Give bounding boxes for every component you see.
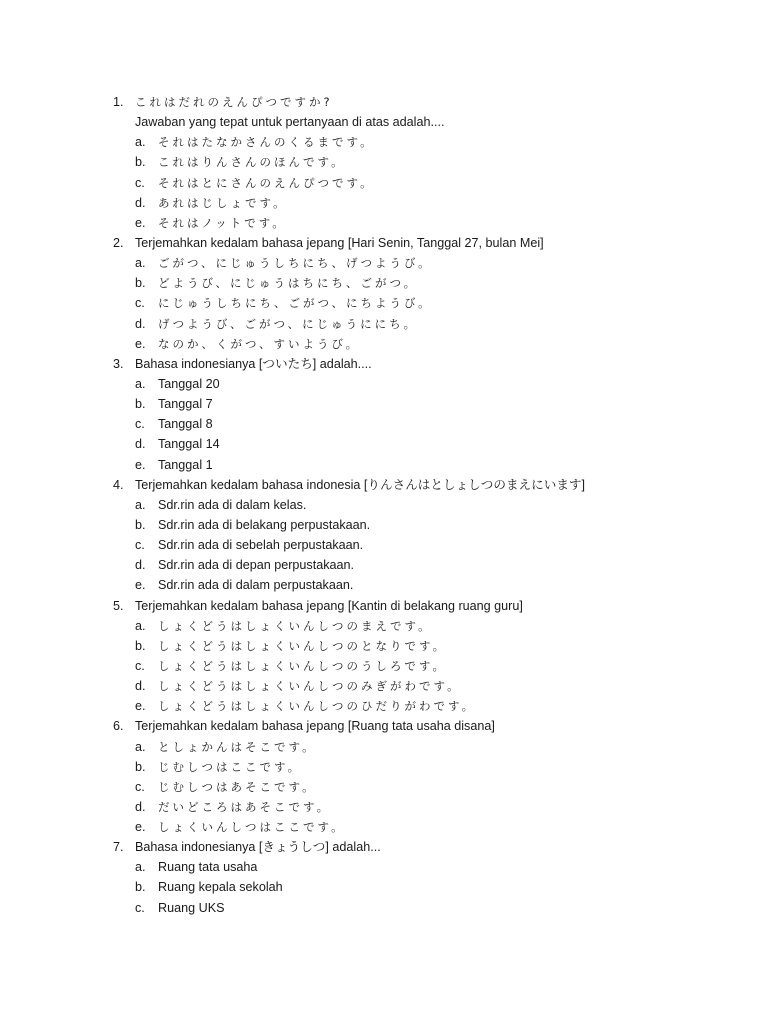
- option-4c: [113, 535, 733, 555]
- option-5b: [113, 636, 733, 656]
- option-text: Sdr.rin ada di sebelah perpustakaan.: [158, 538, 364, 553]
- option-letter: e.: [135, 336, 146, 351]
- option-text: としょかんはそこです。: [158, 739, 317, 754]
- option-letter: b.: [135, 638, 146, 653]
- option-letter: c.: [135, 417, 145, 432]
- option-letter: e.: [135, 215, 146, 230]
- option-2a: [113, 253, 733, 273]
- option-text: Tanggal 7: [158, 397, 213, 412]
- question-text: Terjemahkan kedalam bahasa jepang [Hari Senin, Tanggal 27, bulan Mei]: [135, 235, 544, 250]
- option-letter: a.: [135, 618, 146, 633]
- question-7: [113, 837, 733, 857]
- option-1a: [113, 132, 733, 152]
- option-3d: [113, 434, 733, 454]
- question-text: これはだれのえんぴつですか?: [135, 95, 333, 109]
- question-text: Bahasa indonesianya [ついたち] adalah....: [135, 356, 372, 371]
- option-text: ごがつ、にじゅうしちにち、げつようび。: [158, 256, 433, 271]
- option-6c: [113, 777, 733, 797]
- option-text: Ruang tata usaha: [158, 860, 258, 875]
- option-letter: b.: [135, 276, 146, 291]
- question-text: Terjemahkan kedalam bahasa jepang [Kantin di belakang ruang guru]: [135, 598, 523, 613]
- option-text: だいどころはあそこです。: [158, 799, 332, 814]
- option-text: Sdr.rin ada di dalam kelas.: [158, 497, 307, 512]
- option-5a: [113, 616, 733, 636]
- option-1e: [113, 213, 733, 233]
- option-text: にじゅうしちにち、ごがつ、にちようび。: [158, 296, 433, 311]
- question-4: [113, 475, 733, 495]
- option-6a: [113, 737, 733, 757]
- option-letter: e.: [135, 578, 146, 593]
- question-number: 2.: [113, 235, 124, 250]
- option-letter: e.: [135, 699, 146, 714]
- option-text: じむしつはここです。: [158, 759, 303, 774]
- option-letter: b.: [135, 880, 146, 895]
- option-text: Sdr.rin ada di depan perpustakaan.: [158, 558, 355, 573]
- option-letter: b.: [135, 759, 146, 774]
- option-4a: [113, 495, 733, 515]
- question-subtext: Jawaban yang tepat untuk pertanyaan di atas adalah....: [135, 115, 445, 130]
- option-text: それはたなかさんのくるまです。: [158, 135, 375, 150]
- option-text: しょくどうはしょくいんしつのみぎがわです。: [158, 679, 462, 694]
- question-1: [113, 92, 733, 112]
- option-7a: [113, 857, 733, 877]
- option-text: Tanggal 1: [158, 457, 213, 472]
- option-letter: c.: [135, 900, 145, 915]
- option-text: Ruang kepala sekolah: [158, 880, 283, 895]
- question-text: Terjemahkan kedalam bahasa indonesia [りんさんはとしょしつのまえにいます]: [135, 477, 586, 492]
- option-letter: d.: [135, 799, 146, 814]
- option-5e: [113, 696, 733, 716]
- option-text: Ruang UKS: [158, 900, 225, 915]
- option-letter: a.: [135, 376, 146, 391]
- option-text: それはとにさんのえんぴつです。: [158, 175, 375, 190]
- question-number: 5.: [113, 598, 124, 613]
- option-letter: e.: [135, 820, 146, 835]
- option-letter: c.: [135, 296, 145, 311]
- option-3a: [113, 374, 733, 394]
- option-6d: [113, 797, 733, 817]
- option-6e: [113, 817, 733, 837]
- option-letter: c.: [135, 538, 145, 553]
- option-1b: [113, 152, 733, 172]
- option-letter: b.: [135, 155, 146, 170]
- option-2e: [113, 334, 733, 354]
- option-3b: [113, 394, 733, 414]
- question-number: 1.: [113, 95, 124, 109]
- option-letter: a.: [135, 256, 146, 271]
- option-2c: [113, 293, 733, 313]
- option-6b: [113, 757, 733, 777]
- option-text: これはりんさんのほんです。: [158, 155, 346, 170]
- option-1c: [113, 173, 733, 193]
- option-letter: d.: [135, 679, 146, 694]
- option-letter: d.: [135, 558, 146, 573]
- option-text: Tanggal 20: [158, 376, 220, 391]
- option-7c: [113, 898, 733, 918]
- option-letter: d.: [135, 437, 146, 452]
- option-2d: [113, 314, 733, 334]
- option-4d: [113, 555, 733, 575]
- option-2b: [113, 273, 733, 293]
- option-text: しょくどうはしょくいんしつのうしろです。: [158, 658, 447, 673]
- option-3c: [113, 414, 733, 434]
- option-text: Tanggal 14: [158, 437, 220, 452]
- option-text: しょくいんしつはここです。: [158, 820, 346, 835]
- option-text: Tanggal 8: [158, 417, 213, 432]
- option-letter: b.: [135, 397, 146, 412]
- option-text: Sdr.rin ada di dalam perpustakaan.: [158, 578, 354, 593]
- option-text: あれはじしょです。: [158, 195, 288, 210]
- option-letter: a.: [135, 135, 146, 150]
- question-number: 3.: [113, 356, 124, 371]
- option-text: じむしつはあそこです。: [158, 779, 317, 794]
- option-3e: [113, 455, 733, 475]
- option-text: げつようび、ごがつ、にじゅうににち。: [158, 316, 419, 331]
- question-text: Bahasa indonesianya [きょうしつ] adalah...: [135, 840, 381, 855]
- question-number: 7.: [113, 840, 124, 855]
- question-number: 6.: [113, 719, 124, 734]
- option-letter: d.: [135, 195, 146, 210]
- option-5d: [113, 676, 733, 696]
- option-text: なのか、くがつ、すいようび。: [158, 336, 361, 351]
- option-4b: [113, 515, 733, 535]
- question-6: [113, 716, 733, 736]
- question-5: [113, 596, 733, 616]
- option-4e: [113, 575, 733, 595]
- option-5c: [113, 656, 733, 676]
- option-7b: [113, 877, 733, 897]
- option-text: しょくどうはしょくいんしつのまえです。: [158, 618, 433, 633]
- option-text: Sdr.rin ada di belakang perpustakaan.: [158, 517, 371, 532]
- option-letter: a.: [135, 860, 146, 875]
- question-text: Terjemahkan kedalam bahasa jepang [Ruang tata usaha disana]: [135, 719, 495, 734]
- question-number: 4.: [113, 477, 124, 492]
- quiz-question-list: [113, 92, 733, 918]
- option-letter: a.: [135, 739, 146, 754]
- option-text: どようび、にじゅうはちにち、ごがつ。: [158, 276, 419, 291]
- option-letter: c.: [135, 658, 145, 673]
- option-letter: d.: [135, 316, 146, 331]
- option-letter: a.: [135, 497, 146, 512]
- question-2: [113, 233, 733, 253]
- option-text: それはノットです。: [158, 215, 287, 230]
- option-letter: b.: [135, 517, 146, 532]
- option-text: しょくどうはしょくいんしつのひだりがわです。: [158, 699, 477, 714]
- option-letter: e.: [135, 457, 146, 472]
- option-1d: [113, 193, 733, 213]
- question-3: [113, 354, 733, 374]
- option-letter: c.: [135, 175, 145, 190]
- option-text: しょくどうはしょくいんしつのとなりです。: [158, 638, 448, 653]
- option-letter: c.: [135, 779, 145, 794]
